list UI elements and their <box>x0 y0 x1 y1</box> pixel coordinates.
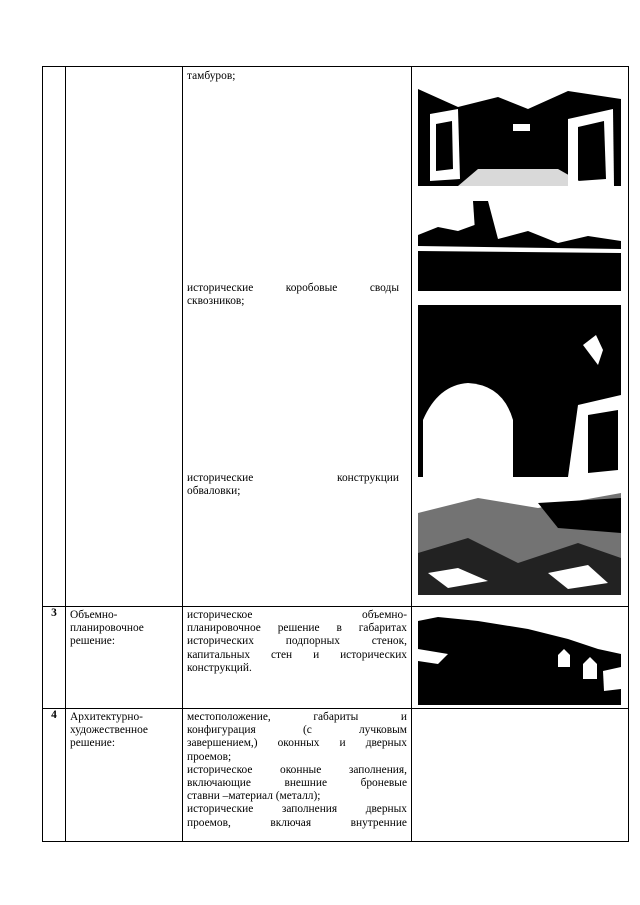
photo-tambur-corridor <box>418 69 621 186</box>
row-name <box>66 67 183 607</box>
photo-box-vault-passage <box>418 305 621 477</box>
photo-fortress-view <box>418 609 621 705</box>
desc-line: исторические заполнения дверных <box>187 803 407 816</box>
row-number: 3 <box>43 607 66 709</box>
name-line: решение: <box>70 635 115 648</box>
desc-text-embankment-2: обваловки; <box>187 485 241 498</box>
row-description <box>183 67 412 607</box>
photo-embankment-grass <box>418 493 621 595</box>
desc-line: ставни –материал (металл); <box>187 790 321 803</box>
name-line: решение: <box>70 737 115 750</box>
desc-line: капитальных стен и исторических <box>187 648 407 661</box>
object-protection-table <box>42 66 629 842</box>
desc-line: исторических подпорных стенок, <box>187 635 407 648</box>
desc-line: включающие внешние броневые <box>187 777 407 790</box>
row-description <box>183 709 412 842</box>
desc-text-tambur: тамбуров; <box>187 70 236 82</box>
desc-line: планировочное решение в габаритах <box>187 622 407 635</box>
row-photos <box>412 607 629 709</box>
row-description <box>183 607 412 709</box>
photo-vault-fragment <box>418 201 621 291</box>
name-line: Архитектурно- <box>70 711 143 723</box>
desc-line: проемов; <box>187 750 232 763</box>
row-number <box>43 67 66 607</box>
row-photos <box>412 67 629 607</box>
desc-line: историческое объемно- <box>187 609 407 621</box>
table-row <box>43 709 629 842</box>
desc-line: конструкций. <box>187 661 252 674</box>
desc-line: проемов, включая внутренние <box>187 816 407 829</box>
name-line: планировочное <box>70 622 144 635</box>
table-row <box>43 67 629 607</box>
desc-text-vaults-2: сквозников; <box>187 295 245 308</box>
desc-line: историческое оконные заполнения, <box>187 763 407 776</box>
row-name <box>66 607 183 709</box>
desc-text-embankment-1: исторические конструкции <box>187 472 399 484</box>
desc-line: завершением,) оконных и дверных <box>187 737 407 750</box>
row-name <box>66 709 183 842</box>
row-number: 4 <box>43 709 66 842</box>
name-line: художественное <box>70 724 148 737</box>
desc-text-vaults-1: исторические коробовые своды <box>187 282 399 294</box>
desc-line: конфигурация (с лучковым <box>187 724 407 737</box>
desc-line: местоположение, габариты и <box>187 711 407 723</box>
row-photos-empty <box>412 709 629 842</box>
table-row <box>43 607 629 709</box>
name-line: Объемно- <box>70 609 118 621</box>
